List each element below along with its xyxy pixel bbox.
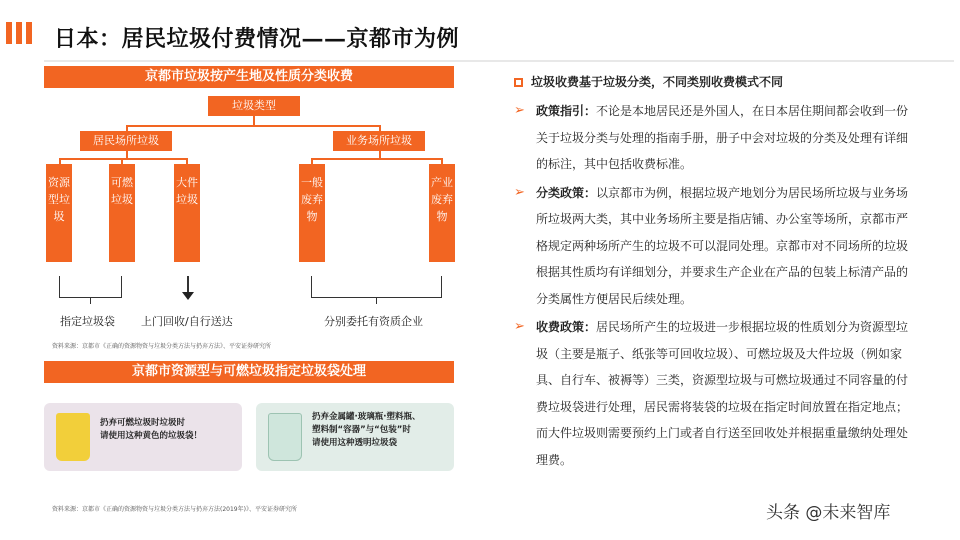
down-arrow-icon (182, 292, 194, 300)
fee-policy-paragraph: ➢ 收费政策：居民场所产生的垃圾进一步根据垃圾的性质划分为资源型垃圾（主要是瓶子、纸张等可回收垃圾）、可燃垃圾及大件垃圾（例如家具、自行车、被褥等）三类，资源型垃圾与可燃垃圾通过不同容量的付费垃圾袋进行处理，居民需将装袋的垃圾在指定时间放置在指定地点；而大件垃圾则需要预约上门或者自行送至回收处并根据重量缴纳处理处理费。 (514, 314, 914, 473)
arrow-bullet-icon: ➢ (514, 319, 525, 334)
label-pickup: 上门回收/自行送达 (141, 315, 233, 328)
title-accent-bars (6, 22, 32, 44)
branch-residential: 居民场所垃圾 (80, 131, 172, 151)
bags-banner: 京都市资源型与可燃垃圾指定垃圾袋处理 (44, 361, 454, 383)
connector (311, 158, 443, 160)
connector (59, 158, 187, 160)
leaf-bulky: 大件垃圾 (174, 164, 200, 262)
policy-guidance-paragraph: ➢ 政策指引：不论是本地居民还是外国人，在日本居住期间都会收到一份关于垃圾分类与处理的指南手册，册子中会对垃圾的分类及处理有详细的标注，其中包括收费标准。 (514, 98, 914, 178)
yellow-bag-card (44, 403, 242, 471)
label-entrust: 分别委托有资质企业 (324, 315, 423, 328)
square-bullet-icon (514, 78, 523, 87)
connector (126, 125, 381, 127)
diagram-source: 资料来源：京都市《正确的资源物资与垃圾分类方法与扔弃方法》、平安证券研究所 (52, 343, 272, 350)
clear-bag-text: 扔弃金属罐·玻璃瓶·塑料瓶、 塑料制“容器”与“包装”时 请使用这种透明垃圾袋 (312, 412, 421, 448)
yellow-bag-text: 扔弃可燃垃圾时垃圾时 请使用这种黄色的垃圾袋！ (100, 418, 203, 441)
leaf-general-waste: 一般废弃物 (299, 164, 325, 262)
bags-source: 资料来源：京都市《正确的资源物资与垃圾分类方法与扔弃方法(2019年)》、平安证券研究所 (52, 506, 297, 513)
leaf-combustible: 可燃垃圾 (109, 164, 135, 262)
classification-policy-paragraph: ➢ 分类政策：以京都市为例，根据垃圾产地划分为居民场所垃圾与业务场所垃圾两大类，其中业务场所主要是指店铺、办公室等场所，京都市严格规定两种场所产生的垃圾不可以混同处理。京都市对不同场所的垃圾根据其性质均有详细划分，并要求生产企业在产品的包装上标清产品的分类属性方便居民后续处理。 (514, 180, 914, 313)
label-designated-bag: 指定垃圾袋 (60, 315, 115, 328)
bracket (59, 276, 60, 298)
section-heading: 垃圾收费基于垃圾分类，不同类别收费模式不同 (514, 74, 914, 90)
right-column (514, 74, 914, 473)
diagram-banner: 京都市垃圾按产生地及性质分类收费 (44, 66, 454, 88)
clear-bag-card (256, 403, 454, 471)
leaf-resource: 资源型垃圾 (46, 164, 72, 262)
bracket (90, 298, 91, 304)
bracket (376, 298, 377, 304)
clear-bag-icon (268, 413, 302, 461)
bracket (311, 276, 312, 298)
watermark: 头条 @未来智库 (766, 503, 891, 523)
arrow-bullet-icon: ➢ (514, 184, 525, 200)
branch-business: 业务场所垃圾 (333, 131, 425, 151)
title-divider (44, 60, 954, 62)
bracket (121, 276, 122, 298)
leaf-industrial-waste: 产业废弃物 (429, 164, 455, 262)
yellow-bag-icon (56, 413, 90, 461)
root-node: 垃圾类型 (208, 96, 300, 116)
page-title: 日本：居民垃圾付费情况——京都市为例 (54, 26, 460, 52)
bracket (441, 276, 442, 298)
arrow-bullet-icon: ➢ (514, 103, 525, 118)
